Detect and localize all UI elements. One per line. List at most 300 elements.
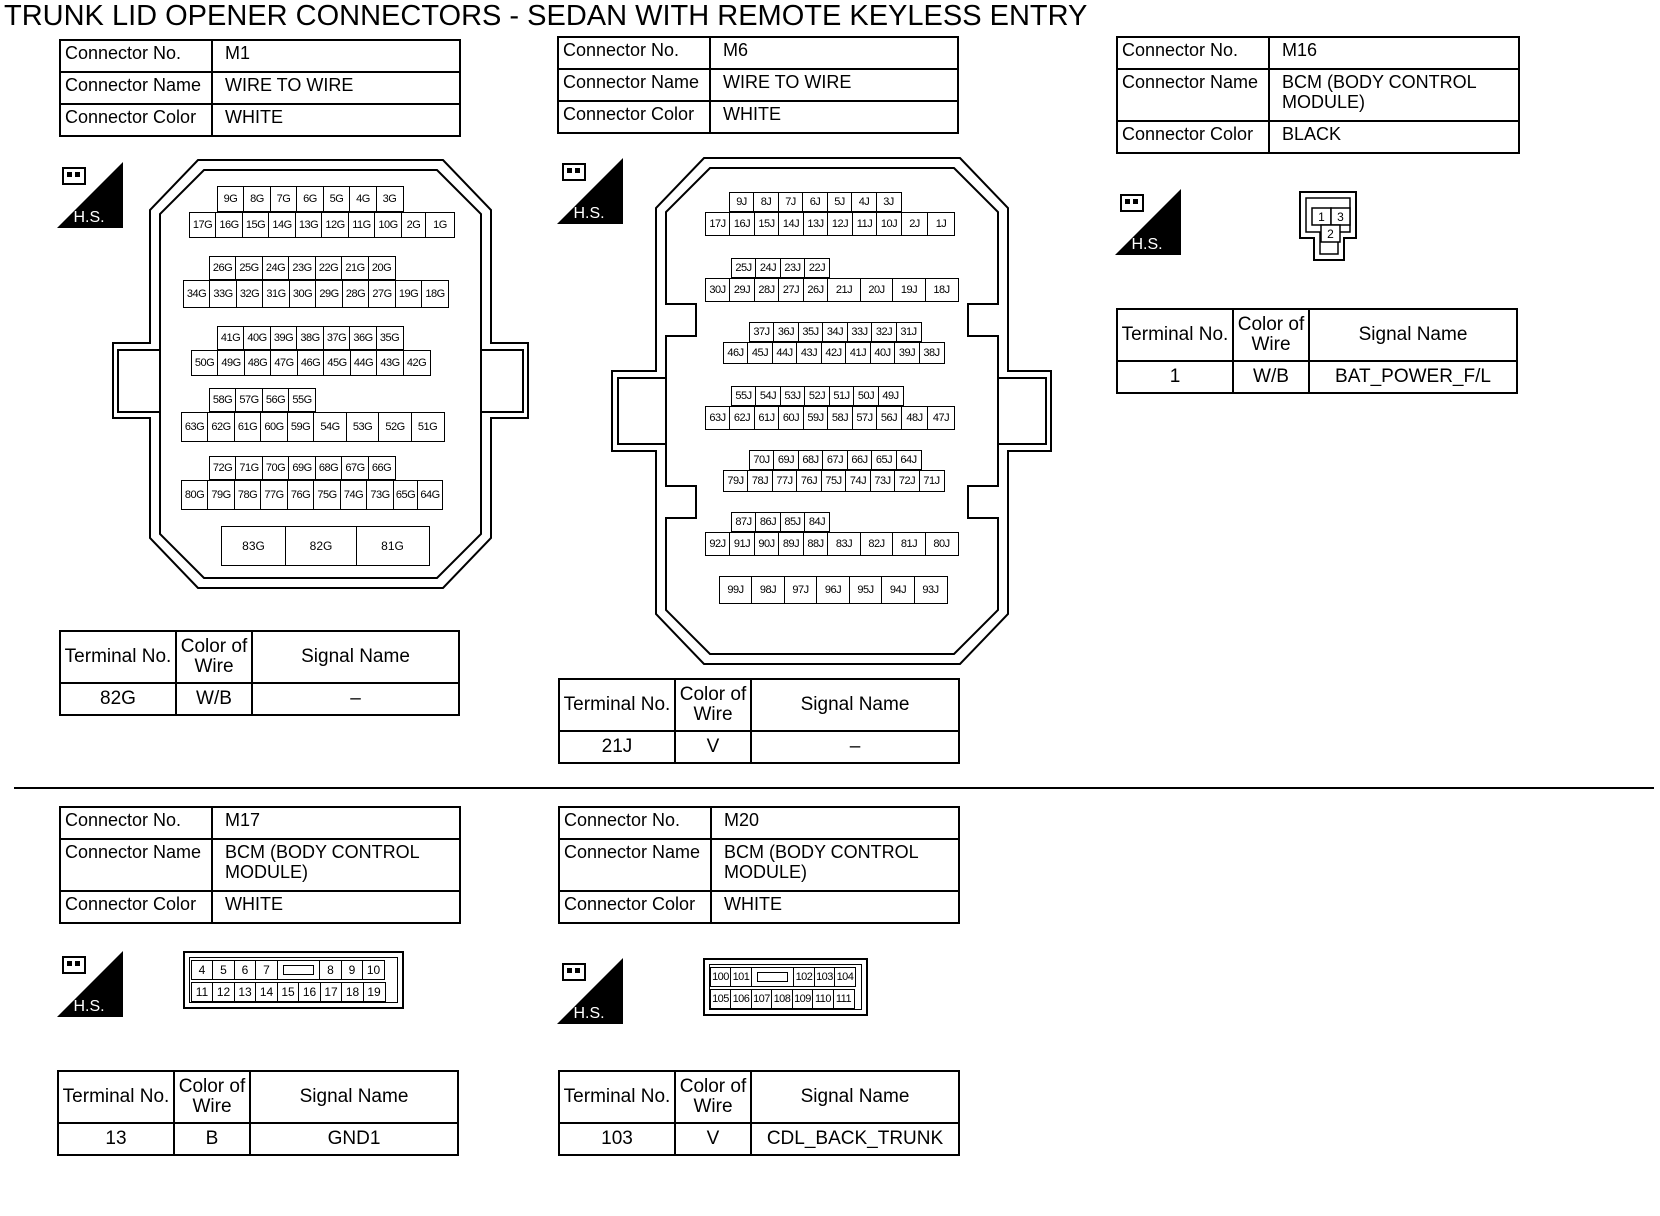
connector-m20-info <box>558 806 960 924</box>
pin-row <box>184 280 449 308</box>
pin-101: 101 <box>730 967 752 987</box>
wire-color-cell: W/B <box>176 683 252 715</box>
wire-color-cell: V <box>675 731 751 763</box>
pin-41j: 41J <box>845 342 871 364</box>
pin-62g: 62G <box>207 412 235 442</box>
pin-43g: 43G <box>376 350 404 376</box>
pin-71g: 71G <box>235 456 263 480</box>
pin-59g: 59G <box>287 412 315 442</box>
pin-75g: 75G <box>313 480 341 510</box>
pin-84j: 84J <box>804 512 830 532</box>
pin-83j: 83J <box>827 532 861 556</box>
pin-108: 108 <box>771 989 793 1009</box>
pin-33j: 33J <box>847 322 873 342</box>
pin-2: 2 <box>1327 227 1334 241</box>
connector-m17-info <box>59 806 461 924</box>
pin-19j: 19J <box>892 278 926 302</box>
pin-24g: 24G <box>262 256 290 280</box>
pin-12j: 12J <box>827 212 853 236</box>
terminal-no-cell: 1 <box>1117 361 1233 393</box>
pin-82j: 82J <box>860 532 894 556</box>
pin-50j: 50J <box>853 386 879 406</box>
pin-key-slot <box>751 967 795 987</box>
connector-no-value: M17 <box>212 807 460 839</box>
hs-icon <box>57 951 123 1017</box>
pin-row <box>706 278 959 302</box>
connector-color-label: Connector Color <box>60 891 212 923</box>
pin-76j: 76J <box>796 470 822 492</box>
pin-106: 106 <box>730 989 752 1009</box>
pin-10j: 10J <box>876 212 902 236</box>
pin-52g: 52G <box>378 412 412 442</box>
pin-75j: 75J <box>821 470 847 492</box>
pin-73g: 73G <box>366 480 394 510</box>
pin-row <box>210 456 396 480</box>
pin-26g: 26G <box>209 256 237 280</box>
pin-27g: 27G <box>368 280 396 308</box>
pin-14g: 14G <box>268 212 296 238</box>
connector-name-label: Connector Name <box>60 72 212 104</box>
pin-72j: 72J <box>894 470 920 492</box>
pin-row <box>750 450 922 470</box>
pin-19g: 19G <box>395 280 423 308</box>
pin-46j: 46J <box>723 342 749 364</box>
terminal-no-cell: 21J <box>559 731 675 763</box>
terminal-no-header: Terminal No. <box>58 1071 174 1123</box>
pin-6: 6 <box>234 960 257 980</box>
pin-95j: 95J <box>849 576 883 604</box>
pin-10: 10 <box>362 960 385 980</box>
pin-45g: 45G <box>323 350 351 376</box>
pin-111: 111 <box>833 989 855 1009</box>
m20-terminal-table <box>558 1070 960 1156</box>
pin-8g: 8G <box>243 186 271 212</box>
pin-row <box>706 532 959 556</box>
pin-44j: 44J <box>772 342 798 364</box>
connector-name-value: BCM (BODY CONTROL MODULE) <box>1269 69 1519 121</box>
section-divider <box>14 787 1654 789</box>
pin-15: 15 <box>277 982 300 1002</box>
pin-77j: 77J <box>772 470 798 492</box>
pin-52j: 52J <box>804 386 830 406</box>
pin-row <box>192 350 431 376</box>
pin-42g: 42G <box>403 350 431 376</box>
pin-row <box>724 470 945 492</box>
pin-15g: 15G <box>242 212 270 238</box>
pin-row <box>724 342 945 364</box>
signal-name-cell: – <box>751 731 959 763</box>
pin-row <box>730 192 902 212</box>
pin-81j: 81J <box>892 532 926 556</box>
pin-row <box>222 526 430 566</box>
pin-76g: 76G <box>287 480 315 510</box>
pin-20g: 20G <box>368 256 396 280</box>
pin-57j: 57J <box>852 406 878 430</box>
pin-18: 18 <box>341 982 364 1002</box>
pin-25j: 25J <box>731 258 757 278</box>
pin-row <box>706 406 955 430</box>
pin-29j: 29J <box>729 278 755 302</box>
pin-9: 9 <box>341 960 364 980</box>
pin-105: 105 <box>710 989 732 1009</box>
connector-no-label: Connector No. <box>60 40 212 72</box>
pin-78j: 78J <box>747 470 773 492</box>
pin-37g: 37G <box>323 326 351 350</box>
pin-40g: 40G <box>243 326 271 350</box>
m17-terminal-table <box>57 1070 459 1156</box>
pin-90j: 90J <box>754 532 780 556</box>
pin-39j: 39J <box>894 342 920 364</box>
pin-7j: 7J <box>778 192 804 212</box>
pin-89j: 89J <box>778 532 804 556</box>
pin-109: 109 <box>792 989 814 1009</box>
pin-54g: 54G <box>313 412 347 442</box>
pin-63g: 63G <box>181 412 209 442</box>
pin-88j: 88J <box>803 532 829 556</box>
pin-73j: 73J <box>870 470 896 492</box>
pin-92j: 92J <box>705 532 731 556</box>
pin-1: 1 <box>1318 210 1325 224</box>
pin-row <box>732 512 830 532</box>
connector-name-value: BCM (BODY CONTROL MODULE) <box>711 839 959 891</box>
connector-no-label: Connector No. <box>60 807 212 839</box>
pin-9g: 9G <box>217 186 245 212</box>
connector-name-label: Connector Name <box>1117 69 1269 121</box>
pin-80g: 80G <box>181 480 209 510</box>
signal-name-header: Signal Name <box>252 631 459 683</box>
pin-70g: 70G <box>262 456 290 480</box>
connector-no-value: M16 <box>1269 37 1519 69</box>
pin-99j: 99J <box>719 576 753 604</box>
color-of-wire-header: Color of Wire <box>174 1071 250 1123</box>
hs-icon <box>557 958 623 1024</box>
pin-8: 8 <box>319 960 342 980</box>
wire-color-cell: W/B <box>1233 361 1309 393</box>
connector-color-value: WHITE <box>212 104 460 136</box>
pin-66g: 66G <box>368 456 396 480</box>
connector-color-label: Connector Color <box>558 101 710 133</box>
pin-10g: 10G <box>374 212 402 238</box>
pin-66j: 66J <box>847 450 873 470</box>
pin-4j: 4J <box>851 192 877 212</box>
pin-98j: 98J <box>751 576 785 604</box>
pin-32j: 32J <box>871 322 897 342</box>
pin-35j: 35J <box>798 322 824 342</box>
pin-25g: 25G <box>235 256 263 280</box>
color-of-wire-header: Color of Wire <box>675 1071 751 1123</box>
pin-79g: 79G <box>207 480 235 510</box>
pin-6j: 6J <box>802 192 828 212</box>
pin-50g: 50G <box>191 350 219 376</box>
m6-terminal-table <box>558 678 960 764</box>
connector-name-value: BCM (BODY CONTROL MODULE) <box>212 839 460 891</box>
terminal-no-cell: 82G <box>60 683 176 715</box>
pin-55j: 55J <box>731 386 757 406</box>
pin-59j: 59J <box>803 406 829 430</box>
connector-no-value: M6 <box>710 37 958 69</box>
pin-16j: 16J <box>729 212 755 236</box>
connector-name-label: Connector Name <box>559 839 711 891</box>
connector-no-label: Connector No. <box>1117 37 1269 69</box>
pin-13: 13 <box>234 982 257 1002</box>
pin-83g: 83G <box>221 526 287 566</box>
pin-19: 19 <box>363 982 386 1002</box>
pin-97j: 97J <box>784 576 818 604</box>
pin-row <box>711 989 855 1009</box>
pin-38g: 38G <box>296 326 324 350</box>
pin-row <box>192 960 385 980</box>
pin-69g: 69G <box>288 456 316 480</box>
pin-row <box>720 576 948 604</box>
hs-label: H.S. <box>573 205 605 222</box>
pin-74g: 74G <box>340 480 368 510</box>
pin-49g: 49G <box>217 350 245 376</box>
pin-68j: 68J <box>798 450 824 470</box>
pin-46g: 46G <box>297 350 325 376</box>
hs-label: H.S. <box>573 1005 605 1022</box>
color-of-wire-header: Color of Wire <box>675 679 751 731</box>
pin-60j: 60J <box>778 406 804 430</box>
pin-70j: 70J <box>749 450 775 470</box>
page-title: TRUNK LID OPENER CONNECTORS - SEDAN WITH REMOTE KEYLESS ENTRY <box>4 0 1088 32</box>
pin-72g: 72G <box>209 456 237 480</box>
connector-color-value: WHITE <box>212 891 460 923</box>
pin-51j: 51J <box>829 386 855 406</box>
pin-39g: 39G <box>270 326 298 350</box>
pin-80j: 80J <box>925 532 959 556</box>
pin-16g: 16G <box>215 212 243 238</box>
pin-4g: 4G <box>349 186 377 212</box>
pin-27j: 27J <box>778 278 804 302</box>
pin-18j: 18J <box>925 278 959 302</box>
pin-5j: 5J <box>827 192 853 212</box>
pin-row <box>190 212 455 238</box>
pin-29g: 29G <box>315 280 343 308</box>
pin-26j: 26J <box>803 278 829 302</box>
pin-28g: 28G <box>342 280 370 308</box>
connector-no-value: M20 <box>711 807 959 839</box>
pin-6g: 6G <box>296 186 324 212</box>
pin-row <box>218 186 404 212</box>
signal-name-cell: GND1 <box>250 1123 458 1155</box>
pin-61g: 61G <box>234 412 262 442</box>
pin-42j: 42J <box>821 342 847 364</box>
pin-13g: 13G <box>295 212 323 238</box>
terminal-no-cell: 13 <box>58 1123 174 1155</box>
pin-17: 17 <box>320 982 343 1002</box>
pin-48j: 48J <box>901 406 929 430</box>
pin-3g: 3G <box>376 186 404 212</box>
m16-terminal-table <box>1116 308 1518 394</box>
pin-56g: 56G <box>262 388 290 412</box>
pin-24j: 24J <box>755 258 781 278</box>
pin-49j: 49J <box>878 386 904 406</box>
pin-row <box>711 967 856 987</box>
connector-color-value: BLACK <box>1269 121 1519 153</box>
pin-94j: 94J <box>881 576 915 604</box>
connector-no-value: M1 <box>212 40 460 72</box>
pin-63j: 63J <box>705 406 731 430</box>
pin-64j: 64J <box>896 450 922 470</box>
pin-68g: 68G <box>315 456 343 480</box>
pin-48g: 48G <box>244 350 272 376</box>
pin-2j: 2J <box>901 212 929 236</box>
signal-name-header: Signal Name <box>250 1071 458 1123</box>
pin-47j: 47J <box>927 406 955 430</box>
signal-name-header: Signal Name <box>1309 309 1517 361</box>
connector-m6-info <box>557 36 959 134</box>
pin-58j: 58J <box>827 406 853 430</box>
pin-87j: 87J <box>731 512 757 532</box>
pin-67g: 67G <box>341 456 369 480</box>
pin-2g: 2G <box>401 212 427 238</box>
pin-row <box>706 212 955 236</box>
pin-82g: 82G <box>285 526 357 566</box>
pin-18g: 18G <box>421 280 449 308</box>
pin-35g: 35G <box>376 326 404 350</box>
pin-17g: 17G <box>189 212 217 238</box>
pin-86j: 86J <box>755 512 781 532</box>
pin-102: 102 <box>793 967 815 987</box>
pin-row <box>732 386 904 406</box>
pin-20j: 20J <box>860 278 894 302</box>
pin-71j: 71J <box>919 470 945 492</box>
pin-31g: 31G <box>262 280 290 308</box>
signal-name-header: Signal Name <box>751 679 959 731</box>
pin-107: 107 <box>751 989 773 1009</box>
pin-11j: 11J <box>852 212 878 236</box>
pin-79j: 79J <box>723 470 749 492</box>
pin-14: 14 <box>255 982 278 1002</box>
pin-62j: 62J <box>729 406 755 430</box>
pin-row <box>210 388 316 412</box>
hs-icon <box>1115 189 1181 255</box>
connector-name-value: WIRE TO WIRE <box>212 72 460 104</box>
pin-51g: 51G <box>411 412 445 442</box>
pin-34g: 34G <box>183 280 211 308</box>
pin-36g: 36G <box>349 326 377 350</box>
pin-58g: 58G <box>209 388 237 412</box>
pin-65g: 65G <box>393 480 419 510</box>
pin-7: 7 <box>255 960 278 980</box>
terminal-no-header: Terminal No. <box>60 631 176 683</box>
pin-41g: 41G <box>217 326 245 350</box>
pin-85j: 85J <box>780 512 806 532</box>
pin-key-slot <box>277 960 321 980</box>
pin-55g: 55G <box>288 388 316 412</box>
pin-43j: 43J <box>796 342 822 364</box>
connector-no-label: Connector No. <box>558 37 710 69</box>
pin-67j: 67J <box>822 450 848 470</box>
pin-57g: 57G <box>235 388 263 412</box>
connector-name-label: Connector Name <box>558 69 710 101</box>
pin-23g: 23G <box>288 256 316 280</box>
pin-row <box>192 982 386 1002</box>
pin-12g: 12G <box>321 212 349 238</box>
pin-91j: 91J <box>729 532 755 556</box>
connector-m16-info <box>1116 36 1520 154</box>
connector-color-label: Connector Color <box>60 104 212 136</box>
pin-56j: 56J <box>876 406 902 430</box>
pin-row <box>732 258 830 278</box>
pin-row <box>210 256 396 280</box>
connector-color-label: Connector Color <box>559 891 711 923</box>
signal-name-cell: CDL_BACK_TRUNK <box>751 1123 959 1155</box>
wire-color-cell: B <box>174 1123 250 1155</box>
connector-no-label: Connector No. <box>559 807 711 839</box>
pin-36j: 36J <box>773 322 799 342</box>
signal-name-cell: BAT_POWER_F/L <box>1309 361 1517 393</box>
pin-40j: 40J <box>870 342 896 364</box>
signal-name-cell: – <box>252 683 459 715</box>
pin-69j: 69J <box>773 450 799 470</box>
pin-103: 103 <box>814 967 836 987</box>
connector-name-value: WIRE TO WIRE <box>710 69 958 101</box>
pin-23j: 23J <box>780 258 806 278</box>
connector-color-value: WHITE <box>710 101 958 133</box>
pin-21g: 21G <box>341 256 369 280</box>
pin-93j: 93J <box>914 576 948 604</box>
pin-5g: 5G <box>323 186 351 212</box>
pin-1g: 1G <box>425 212 455 238</box>
color-of-wire-header: Color of Wire <box>1233 309 1309 361</box>
terminal-no-header: Terminal No. <box>1117 309 1233 361</box>
pin-9j: 9J <box>729 192 755 212</box>
pin-65j: 65J <box>871 450 897 470</box>
pin-54j: 54J <box>755 386 781 406</box>
pin-1j: 1J <box>927 212 955 236</box>
pin-30g: 30G <box>289 280 317 308</box>
pin-15j: 15J <box>754 212 780 236</box>
pin-38j: 38J <box>919 342 945 364</box>
pin-47g: 47G <box>270 350 298 376</box>
pin-61j: 61J <box>754 406 780 430</box>
terminal-no-header: Terminal No. <box>559 1071 675 1123</box>
pin-60g: 60G <box>260 412 288 442</box>
pin-53g: 53G <box>346 412 380 442</box>
pin-64g: 64G <box>417 480 443 510</box>
pin-16: 16 <box>298 982 321 1002</box>
pin-12: 12 <box>212 982 235 1002</box>
pin-22g: 22G <box>315 256 343 280</box>
pin-8j: 8J <box>753 192 779 212</box>
pin-53j: 53J <box>780 386 806 406</box>
pin-4: 4 <box>191 960 214 980</box>
pin-5: 5 <box>212 960 235 980</box>
pin-row <box>182 412 445 442</box>
connector-color-value: WHITE <box>711 891 959 923</box>
connector-color-label: Connector Color <box>1117 121 1269 153</box>
pin-34j: 34J <box>822 322 848 342</box>
pin-28j: 28J <box>754 278 780 302</box>
pin-31j: 31J <box>896 322 922 342</box>
pin-3: 3 <box>1337 210 1344 224</box>
terminal-no-cell: 103 <box>559 1123 675 1155</box>
pin-104: 104 <box>834 967 856 987</box>
hs-label: H.S. <box>73 209 105 226</box>
pin-30j: 30J <box>705 278 731 302</box>
pin-77g: 77G <box>260 480 288 510</box>
pin-22j: 22J <box>804 258 830 278</box>
pin-100: 100 <box>710 967 732 987</box>
pin-74j: 74J <box>845 470 871 492</box>
pin-37j: 37J <box>749 322 775 342</box>
pin-96j: 96J <box>816 576 850 604</box>
color-of-wire-header: Color of Wire <box>176 631 252 683</box>
pin-14j: 14J <box>778 212 804 236</box>
pin-78g: 78G <box>234 480 262 510</box>
connector-m1-info <box>59 39 461 137</box>
